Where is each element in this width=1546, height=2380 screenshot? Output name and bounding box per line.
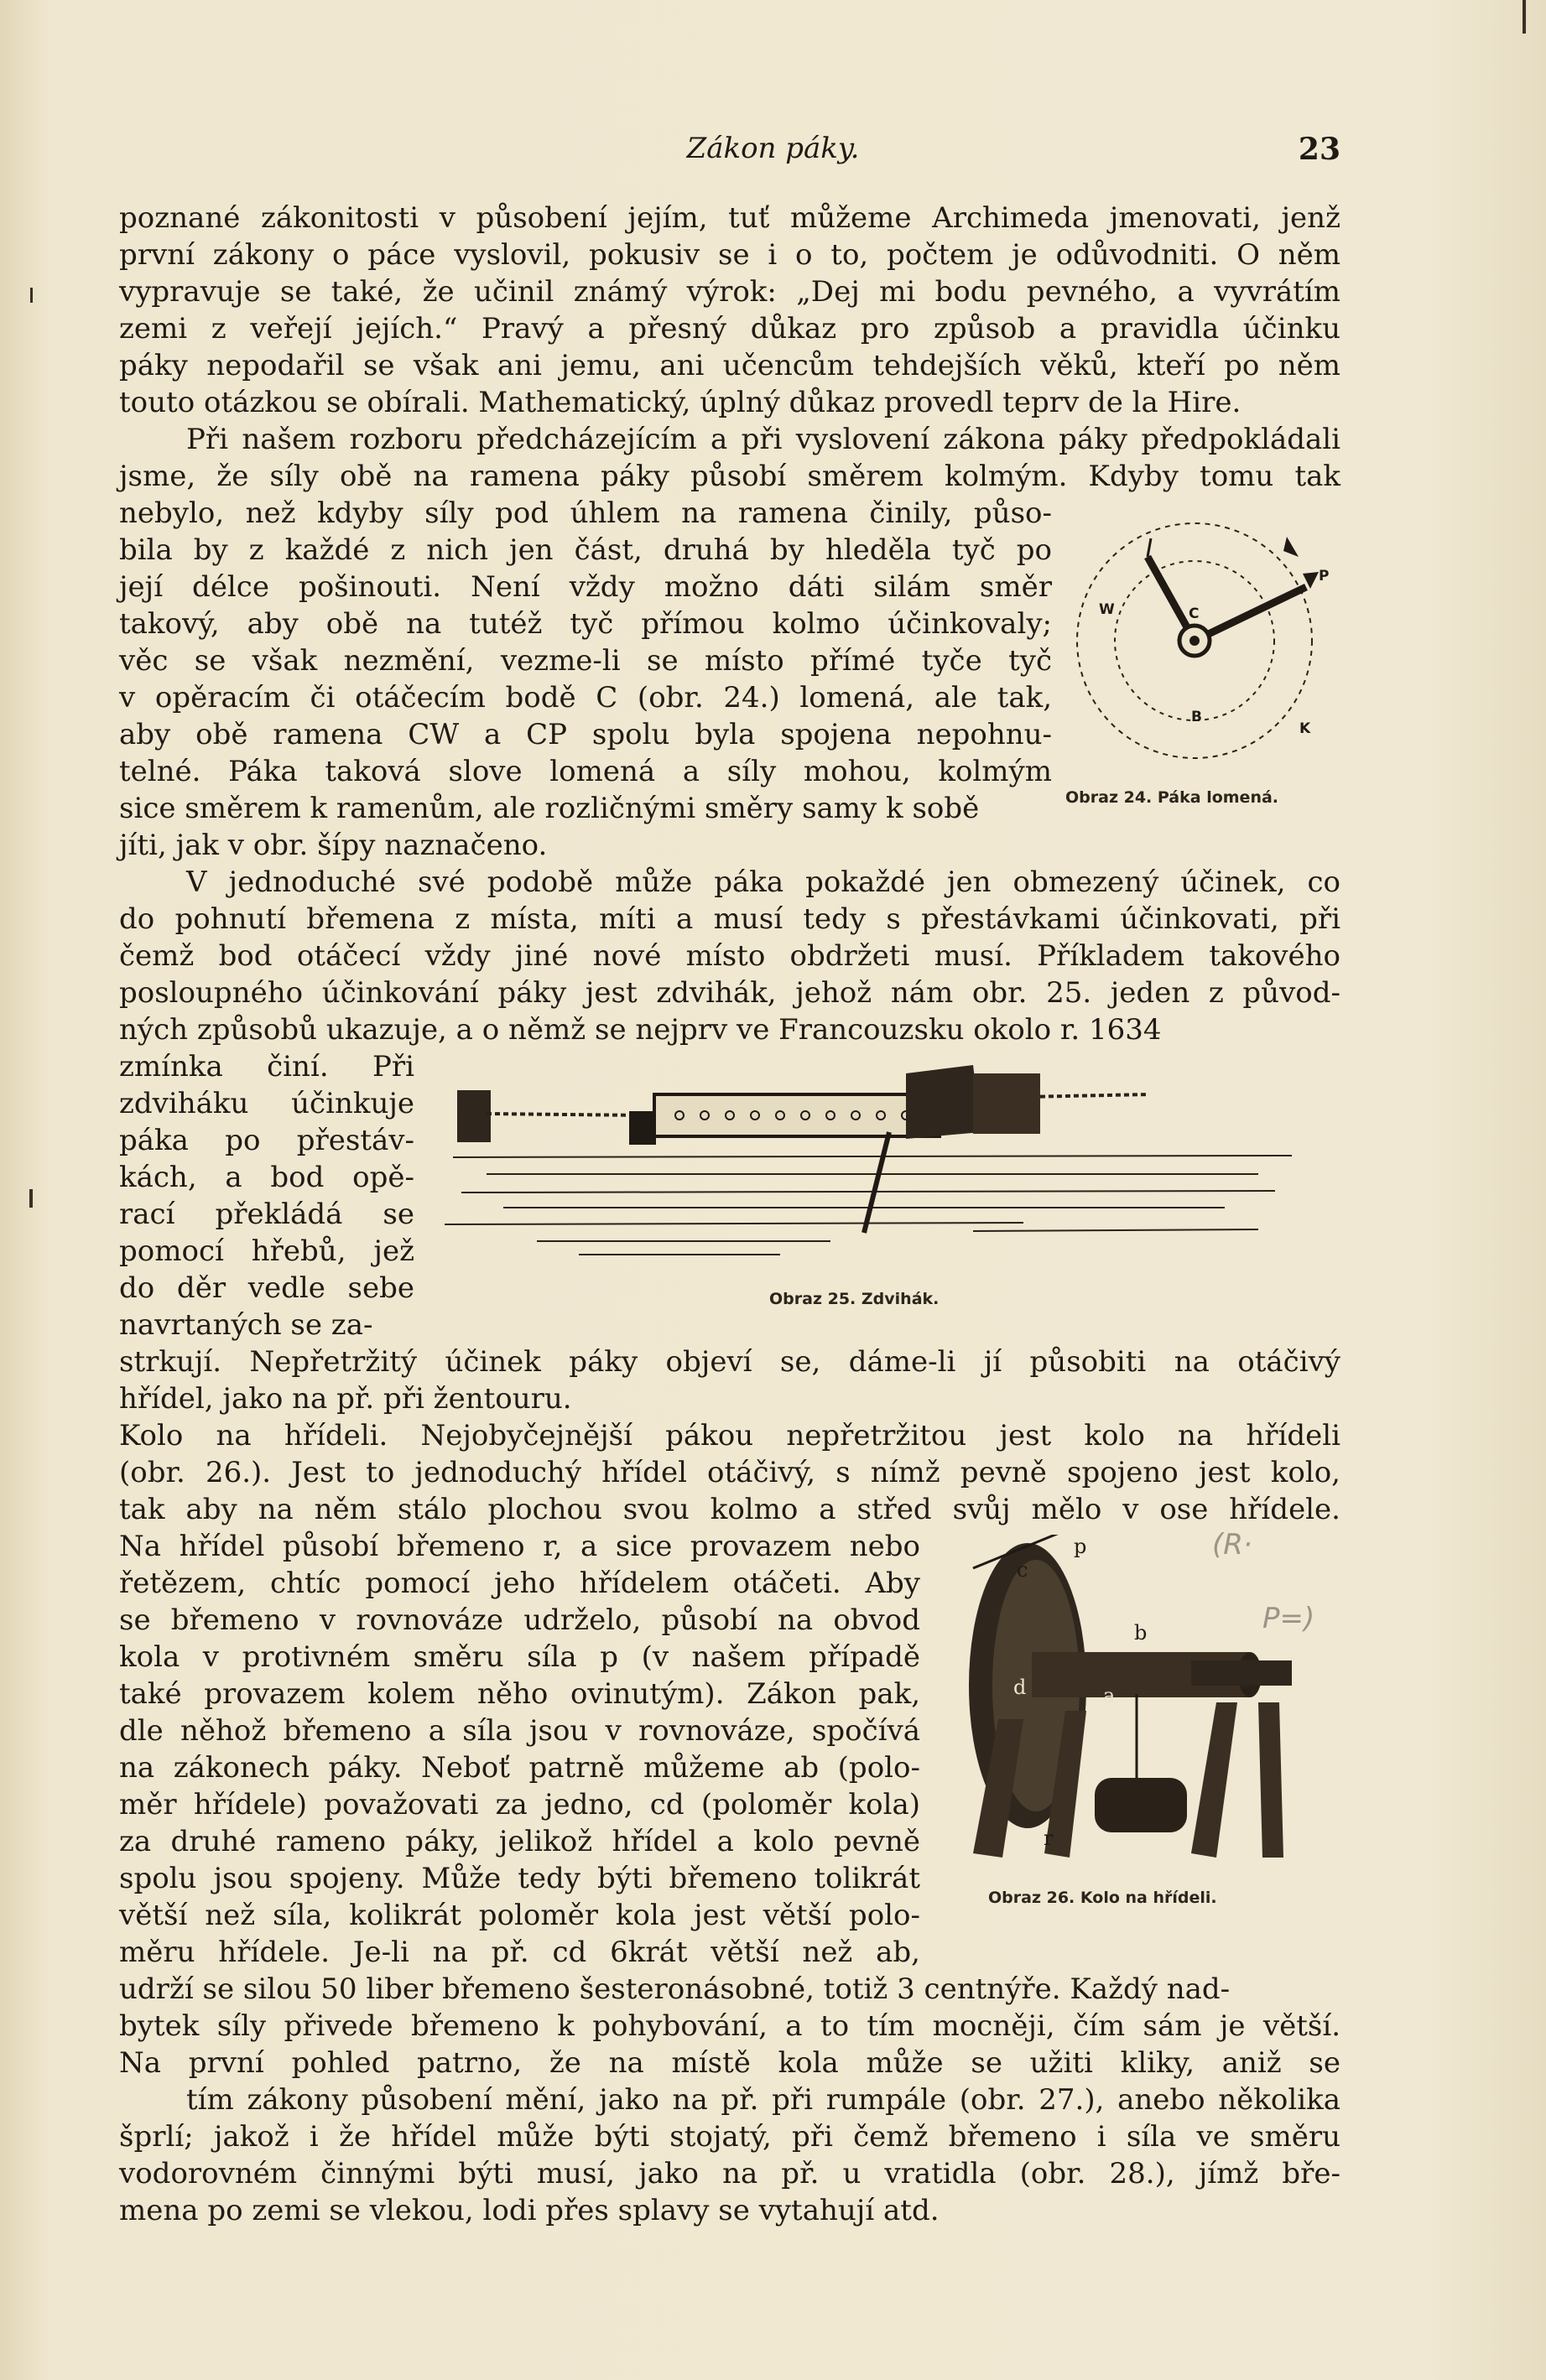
text-line: bytek síly přivede břemeno k pohybování, a to tím mocněji, čím sám je větší. [119, 2009, 1340, 2043]
jack-drawing [436, 1048, 1309, 1266]
figure-wheel-and-axle [940, 1535, 1292, 1870]
pencil-annotation-2: P=) [1262, 1602, 1315, 1635]
margin-mark [30, 288, 33, 303]
text-line: kola v protivném směru síla p (v našem případě [119, 1640, 920, 1674]
bent-lever-drawing [1067, 513, 1344, 777]
label-b: B [1191, 709, 1202, 725]
text-line: takový, aby obě na tutéž tyč přímou kolmo účinkovaly; [119, 607, 1052, 641]
text-line: věc se však nezmění, vezme-li se místo přímé tyče tyč [119, 644, 1052, 678]
label-w: W [1099, 601, 1115, 618]
text-line: měr hřídele) považovati za jedno, cd (poloměr kola) [119, 1788, 920, 1821]
caption-figure-25: Obraz 25. Zdvihák. [769, 1290, 940, 1308]
text-line: Na hřídel působí břemeno r, a sice provazem nebo [119, 1530, 920, 1563]
text-line: řetězem, chtíc pomocí jeho hřídelem otáčeti. Aby [119, 1567, 920, 1600]
margin-mark [1523, 0, 1526, 34]
label-c: c [1017, 1558, 1028, 1582]
text-line: poznané zákonitosti v působení jejím, tuť můžeme Archimeda jmenovati, jenž [119, 201, 1340, 235]
text-line: vodorovném činnými býti musí, jako na př. u vratidla (obr. 28.), jímž bře- [119, 2157, 1340, 2190]
label-p: p [1074, 1535, 1087, 1558]
label-d: d [1013, 1676, 1027, 1699]
text-line: Na první pohled patrno, že na místě kola může se užiti kliky, aniž se [119, 2046, 1340, 2080]
text-line: sice směrem k ramenům, ale rozličnými směry samy k sobě [119, 792, 980, 825]
text-line: za druhé rameno páky, jelikož hřídel a kolo pevně [119, 1825, 920, 1858]
text-line: páka po přestáv- [119, 1124, 414, 1157]
text-line: hřídel, jako na př. při žentouru. [119, 1382, 572, 1416]
text-line: v opěracím či otáčecím bodě C (obr. 24.) lomená, ale tak, [119, 681, 1052, 715]
caption-figure-24: Obraz 24. Páka lomená. [1065, 788, 1279, 807]
text-line: ných způsobů ukazuje, a o němž se nejprv ve Francouzsku okolo r. 1634 [119, 1013, 1162, 1047]
text-line: posloupného účinkování páky jest zdvihák, jehož nám obr. 25. jeden z původ- [119, 976, 1340, 1010]
figure-bent-lever [1067, 513, 1344, 777]
text-line: na zákonech páky. Neboť patrně můžeme ab (polo- [119, 1751, 920, 1785]
text-line: telné. Páka taková slove lomená a síly mohou, kolmým [119, 755, 1052, 788]
text-line: šprlí; jakož i že hřídel může býti stojatý, při čemž břemeno i síla ve směru [119, 2120, 1340, 2154]
text-line: spolu jsou spojeny. Může tedy býti břemeno tolikrát [119, 1862, 920, 1895]
text-line: zmínka činí. Při [119, 1050, 414, 1083]
text-line: aby obě ramena CW a CP spolu byla spojena nepohnu- [119, 718, 1052, 751]
label-b: b [1134, 1621, 1148, 1645]
text-line: měru hřídele. Je-li na př. cd 6krát větší než ab, [119, 1936, 920, 1969]
caption-figure-26: Obraz 26. Kolo na hřídeli. [988, 1889, 1217, 1907]
text-line: navrtaných se za- [119, 1308, 373, 1342]
text-line: nebylo, než kdyby síly pod úhlem na ramena činily, půso- [119, 496, 1052, 530]
text-line: udrží se silou 50 liber břemeno šesteronásobné, totiž 3 centnýře. Každý nad- [119, 1972, 1231, 2006]
text-line: touto otázkou se obírali. Mathematický, úplný důkaz provedl teprv de la Hire. [119, 386, 1241, 419]
label-r: r [1044, 1827, 1054, 1850]
pencil-annotation-1: (R· [1212, 1528, 1252, 1562]
text-line: do děr vedle sebe [119, 1271, 414, 1305]
text-line: její délce pošinouti. Není vždy možno dáti silám směr [119, 570, 1052, 604]
text-line: zemi z veřejí jejích.“ Pravý a přesný důkaz pro způsob a pravidla účinku [119, 312, 1340, 346]
text-line: větší než síla, kolikrát poloměr kola jest větší polo- [119, 1899, 920, 1932]
text-line: mena po zemi se vlekou, lodi přes splavy se vytahují atd. [119, 2194, 940, 2227]
text-line: Při našem rozboru předcházejícím a při vyslovení zákona páky předpokládali [186, 423, 1340, 456]
label-k: K [1299, 720, 1311, 737]
text-line: páky nepodařil se však ani jemu, ani učencům tehdejších věků, kteří po něm [119, 349, 1340, 382]
wheel-axle-drawing [940, 1535, 1292, 1870]
text-line: tím zákony působení mění, jako na př. při rumpále (obr. 27.), anebo několika [186, 2083, 1340, 2117]
text-line: bila by z každé z nich jen část, druhá by hleděla tyč po [119, 533, 1052, 567]
figure-jack [436, 1048, 1309, 1266]
text-line: se břemeno v rovnováze udrželo, působí na obvod [119, 1603, 920, 1637]
running-head: Zákon páky. [686, 132, 860, 165]
label-a: a [1103, 1684, 1116, 1707]
text-line: pomocí hřebů, jež [119, 1234, 414, 1268]
text-line: čemž bod otáčecí vždy jiné nové místo obdržeti musí. Příkladem takového [119, 939, 1340, 973]
text-line: rací překládá se [119, 1198, 414, 1231]
text-line: první zákony o páce vyslovil, pokusiv se i o to, počtem je odůvodniti. O něm [119, 238, 1340, 272]
text-line: také provazem kolem něho ovinutým). Zákon pak, [119, 1677, 920, 1711]
page-number: 23 [1298, 132, 1340, 167]
text-line: tak aby na něm stálo plochou svou kolmo a střed svůj mělo v ose hřídele. [119, 1493, 1340, 1526]
text-line: dle něhož břemeno a síla jsou v rovnováze, spočívá [119, 1714, 920, 1748]
text-line: V jednoduché své podobě může páka pokaždé jen obmezený účinek, co [186, 865, 1340, 899]
label-p: P [1319, 568, 1330, 585]
text-line: jíti, jak v obr. šípy naznačeno. [119, 829, 548, 862]
text-line: jsme, že síly obě na ramena páky působí směrem kolmým. Kdyby tomu tak [119, 460, 1340, 493]
text-line: do pohnutí břemena z místa, míti a musí tedy s přestávkami účinkovati, při [119, 902, 1340, 936]
text-line: (obr. 26.). Jest to jednoduchý hřídel otáčivý, s nímž pevně spojeno jest kolo, [119, 1456, 1340, 1489]
text-line: kách, a bod opě- [119, 1161, 414, 1194]
label-c: C [1189, 605, 1200, 622]
text-line: zdviháku účinkuje [119, 1087, 414, 1120]
text-line: Kolo na hřídeli. Nejobyčejnější pákou nepřetržitou jest kolo na hřídeli [119, 1419, 1340, 1452]
margin-mark [29, 1189, 33, 1208]
text-line: vypravuje se také, že učinil známý výrok: „Dej mi bodu pevného, a vyvrátím [119, 275, 1340, 309]
text-line: strkují. Nepřetržitý účinek páky objeví se, dáme-li jí působiti na otáčivý [119, 1345, 1340, 1379]
